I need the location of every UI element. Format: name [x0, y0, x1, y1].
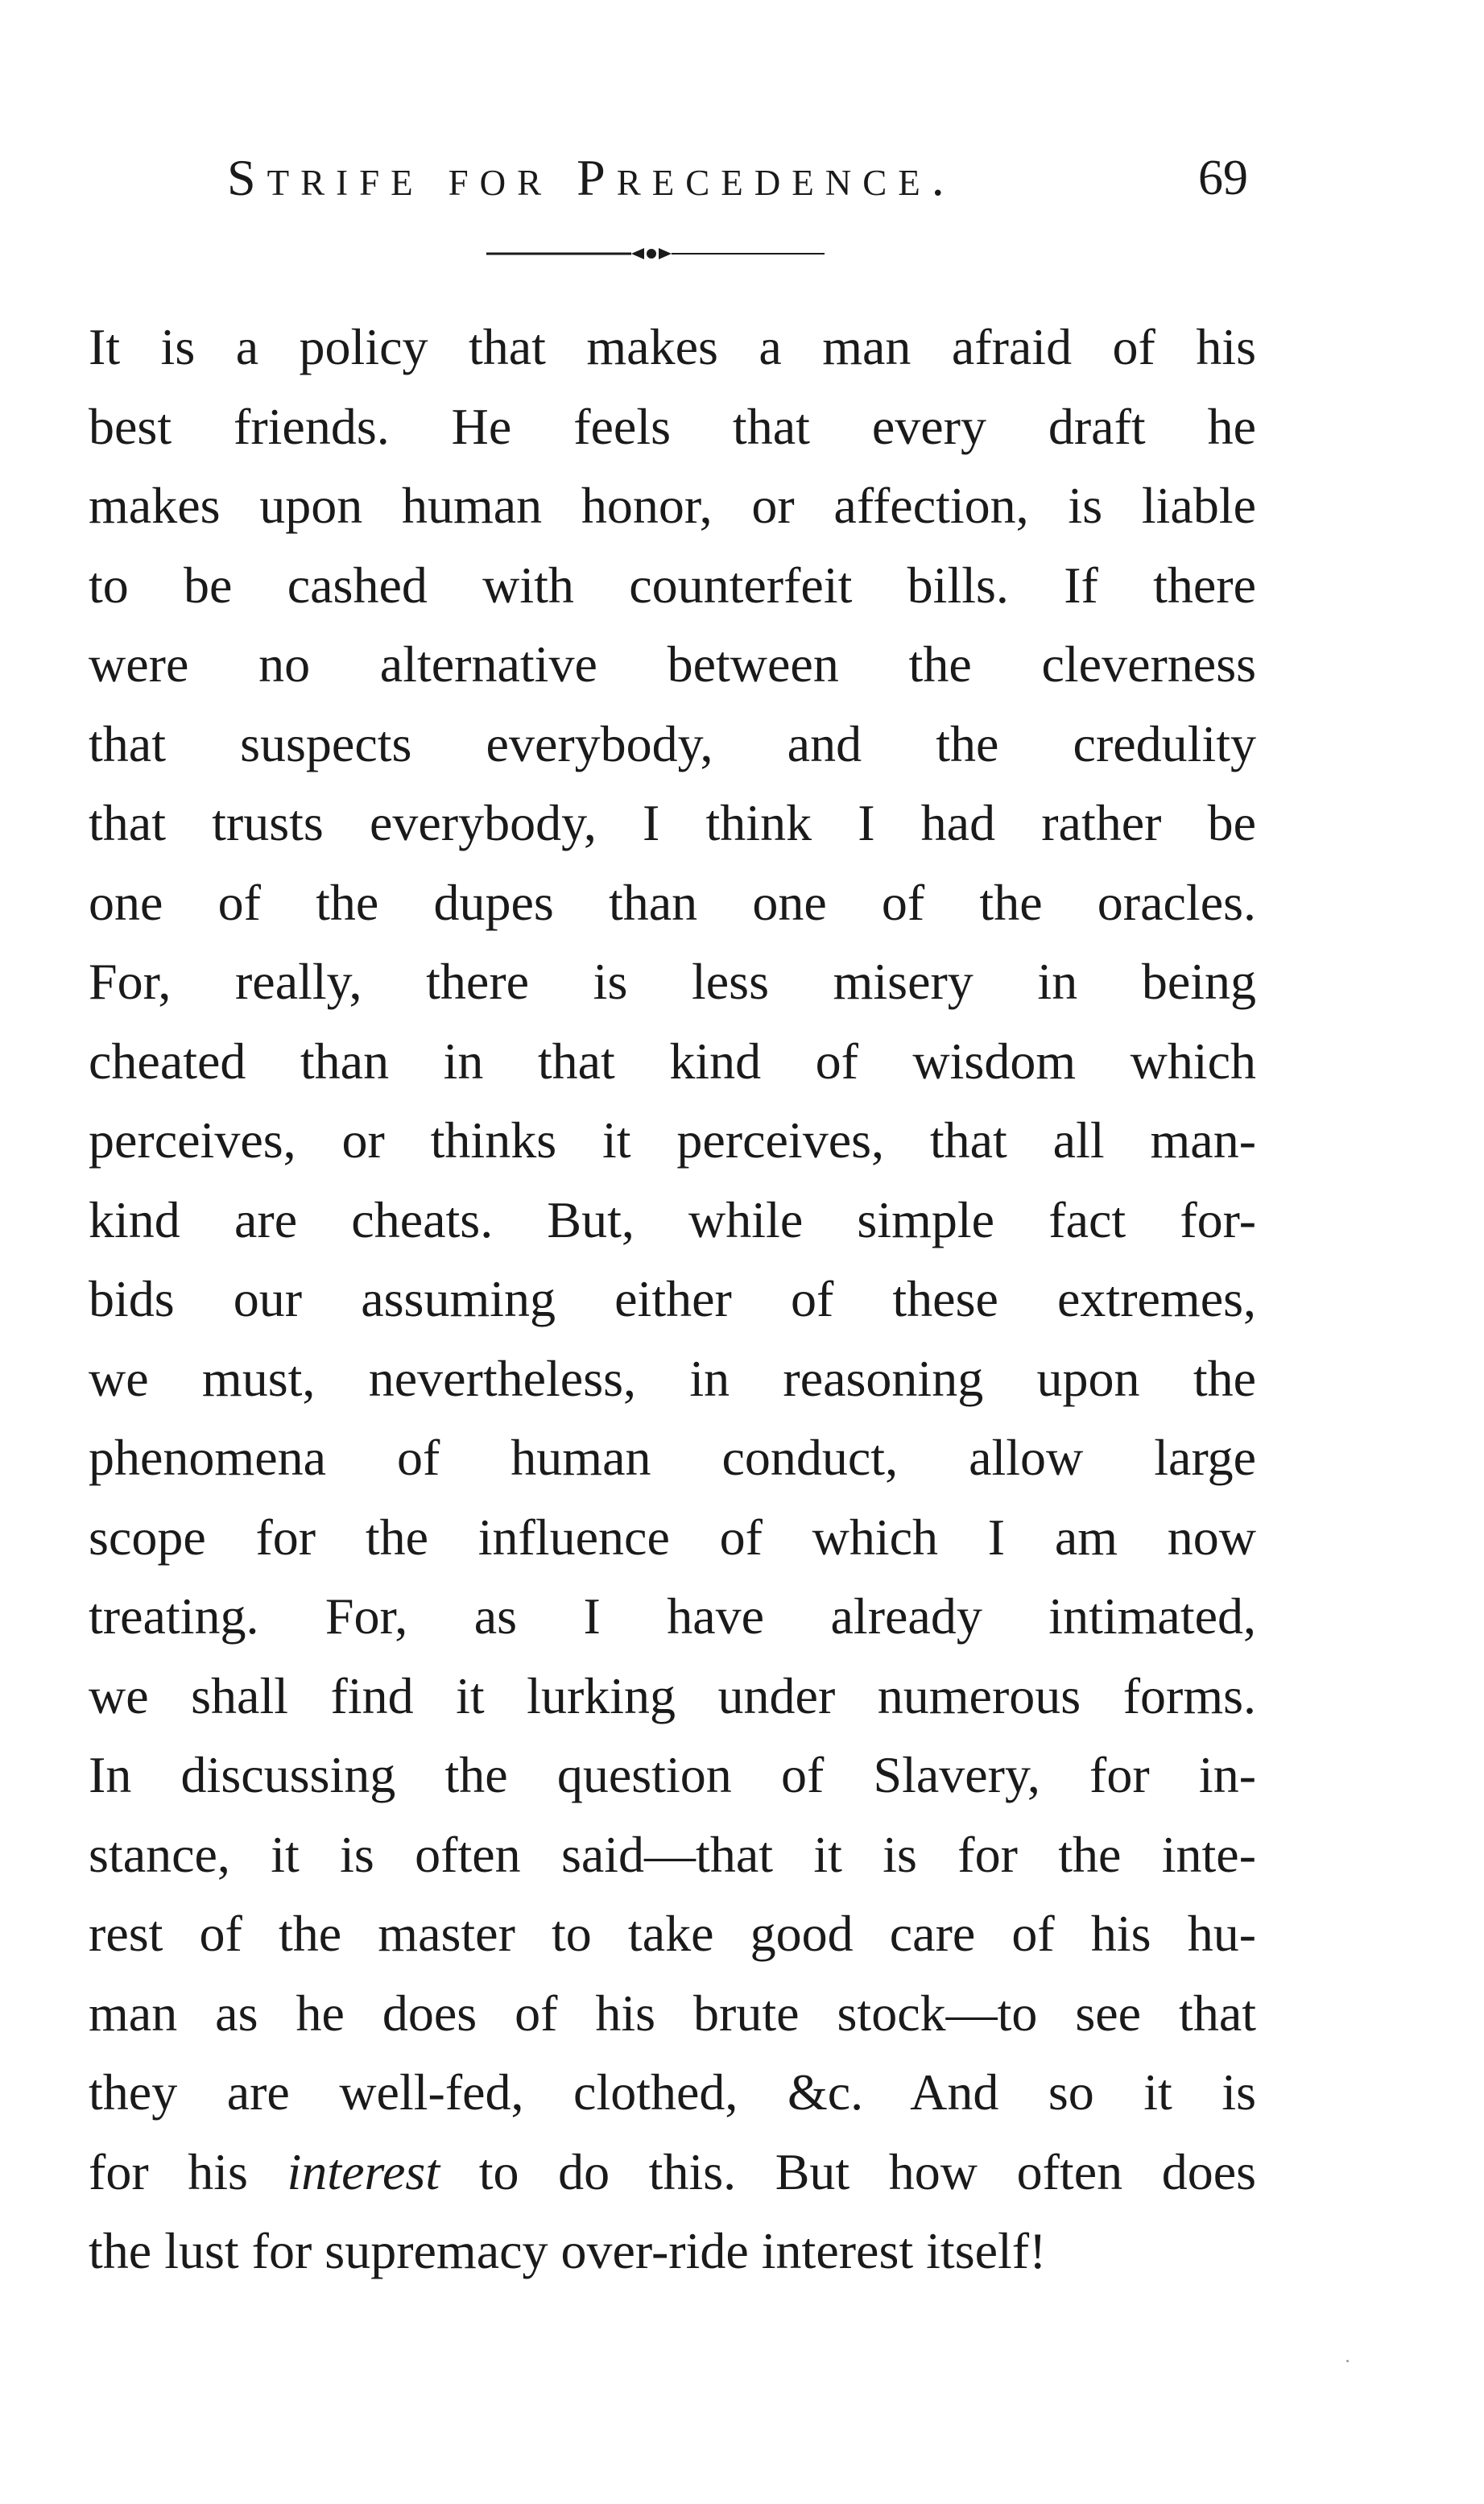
text-line — [89, 705, 1256, 784]
text-line-content — [89, 1657, 1256, 1736]
text-fragment: stance, it is often said—that it is for the inte- — [89, 1825, 1256, 1883]
text-fragment: to do this. But how often does — [440, 2142, 1256, 2200]
running-head — [89, 142, 1248, 214]
scan-speck — [1346, 2360, 1349, 2362]
text-fragment: It is a policy that makes a man afraid of his — [89, 318, 1256, 375]
body-text — [89, 308, 1256, 2291]
text-line — [89, 863, 1256, 943]
text-fragment: we shall find it lurking under numerous forms. — [89, 1666, 1256, 1724]
text-fragment: phenomena of human conduct, allow large — [89, 1429, 1256, 1486]
text-line-content — [89, 1418, 1256, 1498]
text-fragment: one of the dupes than one of the oracles. — [89, 873, 1256, 931]
text-line-content — [89, 625, 1256, 705]
text-line-content — [89, 1260, 1256, 1339]
text-fragment: kind are cheats. But, while simple fact for- — [89, 1190, 1256, 1248]
text-line — [89, 466, 1256, 546]
text-fragment: that trusts everybody, I think I had rather be — [89, 794, 1256, 851]
text-line — [89, 1974, 1256, 2054]
text-line — [89, 308, 1256, 387]
text-line-content — [89, 942, 1256, 1022]
text-line-content — [89, 2053, 1256, 2133]
running-title: Strife for Precedence. — [227, 149, 956, 206]
text-line-content — [89, 863, 1256, 943]
text-line-content — [89, 466, 1256, 546]
text-line-content — [89, 308, 1256, 387]
text-fragment: scope for the influence of which I am now — [89, 1508, 1256, 1566]
text-line — [89, 1181, 1256, 1260]
text-line — [89, 1498, 1256, 1578]
text-line — [89, 1022, 1256, 1102]
text-line — [89, 387, 1256, 467]
text-line — [89, 2133, 1256, 2212]
text-fragment: the lust for supremacy over-ride interest itself! — [89, 2222, 1047, 2279]
page-number: 69 — [1198, 151, 1248, 205]
text-fragment: man as he does of his brute stock—to see that — [89, 1984, 1256, 2042]
text-line-content — [89, 784, 1256, 863]
text-line-content — [89, 1894, 1256, 1974]
text-fragment: that suspects everybody, and the credulity — [89, 714, 1256, 772]
text-fragment: best friends. He feels that every draft he — [89, 397, 1256, 455]
text-line-content — [89, 2212, 1256, 2291]
text-line — [89, 942, 1256, 1022]
text-line-content — [89, 1974, 1256, 2054]
text-line — [89, 2212, 1256, 2291]
text-fragment: In discussing the question of Slavery, for in- — [89, 1746, 1256, 1803]
text-fragment: treating. For, as I have already intimated, — [89, 1587, 1256, 1645]
text-line — [89, 2053, 1256, 2133]
text-line-content — [89, 1022, 1256, 1102]
text-fragment: perceives, or thinks it perceives, that all man- — [89, 1111, 1256, 1169]
text-line-content — [89, 387, 1256, 467]
text-fragment: were no alternative between the cleverness — [89, 635, 1256, 693]
text-fragment: bids our assuming either of these extremes, — [89, 1270, 1256, 1327]
text-line — [89, 546, 1256, 626]
text-line — [89, 1894, 1256, 1974]
text-line-content — [89, 1577, 1256, 1657]
text-line — [89, 625, 1256, 705]
text-line-content — [89, 1101, 1256, 1181]
text-line — [89, 1657, 1256, 1736]
text-fragment: For, really, there is less misery in being — [89, 953, 1256, 1010]
text-line-content — [89, 1815, 1256, 1895]
text-fragment: for his — [89, 2142, 287, 2200]
text-line — [89, 1260, 1256, 1339]
text-line-content — [89, 1736, 1256, 1815]
text-fragment: rest of the master to take good care of his hu- — [89, 1905, 1256, 1962]
ornament-rule-icon — [486, 242, 825, 266]
text-fragment: they are well-fed, clothed, &c. And so it is — [89, 2063, 1256, 2121]
italic-word: interest — [287, 2142, 440, 2200]
text-line-content — [89, 1498, 1256, 1578]
text-line — [89, 1339, 1256, 1419]
text-line-content — [89, 1339, 1256, 1419]
text-line — [89, 784, 1256, 863]
text-fragment: makes upon human honor, or affection, is liable — [89, 477, 1256, 534]
text-line — [89, 1418, 1256, 1498]
text-line — [89, 1736, 1256, 1815]
text-line-content — [89, 2133, 1256, 2212]
text-line-content — [89, 705, 1256, 784]
text-fragment: cheated than in that kind of wisdom which — [89, 1032, 1256, 1090]
text-line — [89, 1101, 1256, 1181]
text-line-content — [89, 546, 1256, 626]
text-line-content — [89, 1181, 1256, 1260]
text-line — [89, 1577, 1256, 1657]
text-fragment: to be cashed with counterfeit bills. If there — [89, 556, 1256, 614]
text-line — [89, 1815, 1256, 1895]
text-fragment: we must, nevertheless, in reasoning upon the — [89, 1349, 1256, 1407]
